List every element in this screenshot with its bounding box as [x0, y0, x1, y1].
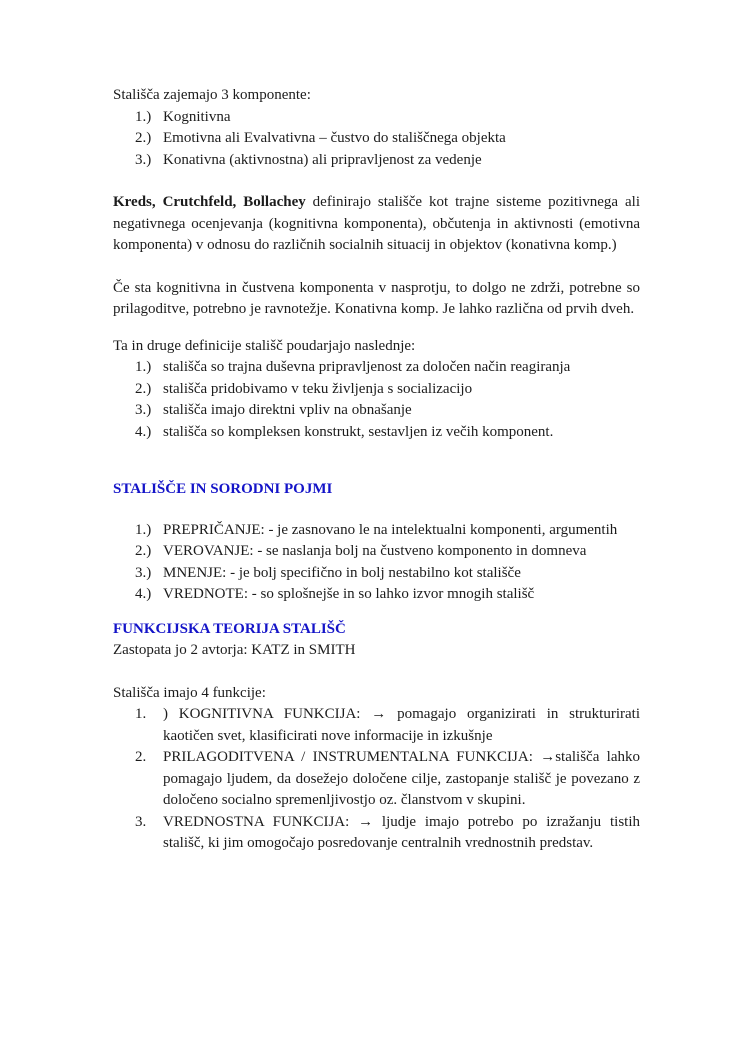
list-item-text: Kognitivna — [163, 108, 231, 125]
list-item-text: MNENJE: - je bolj specifično in bolj nestabilno kot stališče — [163, 564, 521, 581]
intro-heading: Stališča zajemajo 3 komponente: — [113, 87, 311, 103]
list-item-text: stališča pridobivamo v teku življenja s socializacijo — [163, 380, 473, 397]
list-item — [113, 400, 640, 422]
list-item — [113, 584, 640, 606]
list-item-number: 1.) — [135, 359, 152, 375]
emphasis-heading: Ta in druge definicije stališč poudarjajo naslednje: — [113, 337, 416, 354]
components-list — [113, 107, 640, 172]
section-heading-functional-theory: FUNKCIJSKA TEORIJA STALIŠČ — [113, 620, 346, 637]
list-item-text: stališča so kompleksen konstrukt, sestavljen iz večih komponent. — [163, 423, 554, 440]
definition-authors: Kreds, Crutchfeld, Bollachey — [113, 194, 306, 210]
definition-paragraph — [113, 192, 640, 257]
list-item-number: 2. — [135, 749, 147, 765]
functions-list — [113, 704, 640, 855]
list-item-number: 1.) — [135, 108, 152, 125]
list-item-number: 2.) — [135, 380, 152, 397]
list-item-number: 3.) — [135, 402, 152, 418]
list-item — [113, 747, 640, 812]
list-item — [113, 812, 640, 855]
list-item — [113, 422, 640, 444]
list-item-text: PRILAGODITVENA / INSTRUMENTALNA FUNKCIJA: →stališča lahko pomagajo ljudem, da dosežejo določene cilje, zastopanje stališč je povezano z določeno socialno spremenljivostjo oz. članstvom v skupini. — [163, 749, 640, 808]
functions-heading: Stališča imajo 4 funkcije: — [113, 684, 266, 701]
section-heading-related-terms: STALIŠČE IN SORODNI POJMI — [113, 481, 333, 497]
list-item-text: stališča imajo direktni vpliv na obnašanje — [163, 402, 412, 418]
list-item-number: 4.) — [135, 423, 152, 440]
related-terms-list — [113, 520, 640, 606]
list-item-number: 2.) — [135, 543, 152, 559]
list-item-number: 3.) — [135, 564, 152, 581]
list-item-number: 1.) — [135, 521, 152, 538]
list-item — [113, 150, 640, 172]
list-item-number: 3.) — [135, 151, 152, 168]
list-item — [113, 563, 640, 585]
list-item-text: stališča so trajna duševna pripravljenost za določen način reagiranja — [163, 359, 571, 375]
list-item — [113, 379, 640, 401]
list-item-text: VREDNOSTNA FUNKCIJA: → ljudje imajo potrebo po izražanju tistih stališč, ki jim omogočajo posredovanje centralnih vrednostnih predstav. — [163, 813, 640, 851]
definition-text: definirajo stališče kot trajne sisteme pozitivnega ali negativnega ocenjevanja (kognitivna komponenta), občutenja in aktivnosti (emotivna komponenta) v odnosu do različnih socialnih situacij in objektov (konativna komp.) — [113, 194, 640, 253]
list-item-number: 4.) — [135, 586, 152, 602]
list-item-number: 2.) — [135, 130, 152, 146]
list-item-text: VEROVANJE: - se naslanja bolj na čustveno komponento in domneva — [163, 543, 587, 559]
list-item — [113, 520, 640, 542]
list-item — [113, 357, 640, 379]
list-item — [113, 541, 640, 563]
emphasis-list — [113, 357, 640, 443]
balance-paragraph: Če sta kognitivna in čustvena komponenta v nasprotju, to dolgo ne zdrži, potrebne so prilagoditve, potrebno je ravnotežje. Konativna komp. Je lahko različna od prvih dveh. — [113, 279, 640, 317]
authors-line: Zastopata jo 2 avtorja: KATZ in SMITH — [113, 642, 356, 658]
list-item — [113, 128, 640, 150]
list-item — [113, 107, 640, 129]
list-item-text: Emotivna ali Evalvativna – čustvo do stališčnega objekta — [163, 130, 506, 146]
list-item-number: 1. — [135, 706, 147, 722]
list-item — [113, 704, 640, 747]
list-item-number: 3. — [135, 813, 147, 830]
list-item-text: ) KOGNITIVNA FUNKCIJA: → pomagajo organizirati in strukturirati kaotičen svet, klasificirati nove informacije in izkušnje — [163, 706, 640, 744]
list-item-text: VREDNOTE: - so splošnejše in so lahko izvor mnogih stališč — [163, 586, 535, 602]
list-item-text: PREPRIČANJE: - je zasnovano le na intelektualni komponenti, argumentih — [163, 521, 618, 538]
list-item-text: Konativna (aktivnostna) ali pripravljenost za vedenje — [163, 151, 482, 168]
